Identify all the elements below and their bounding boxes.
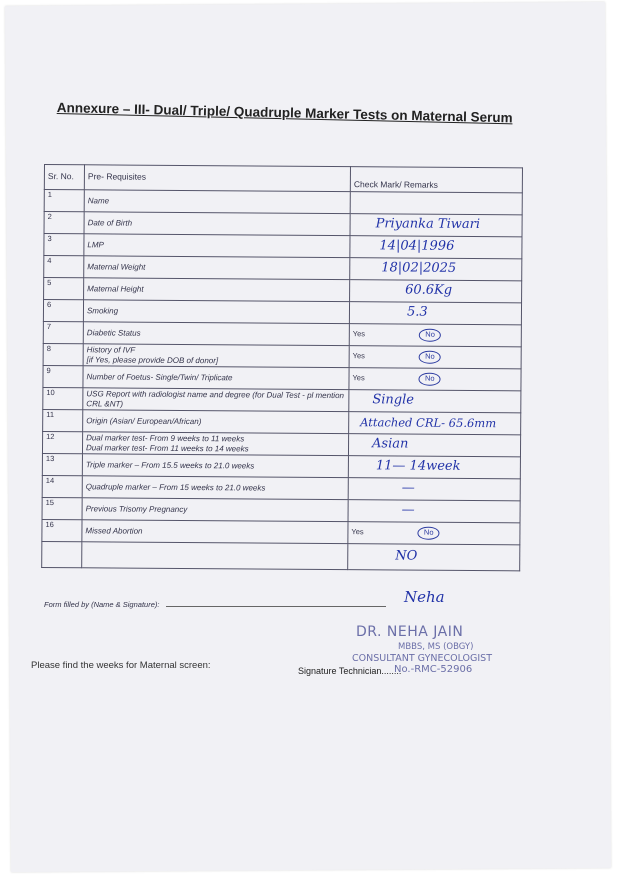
handwritten-height: 5.3: [406, 304, 428, 320]
row-label: USG Report with radiologist name and degree (for Dual Test - pl mention CRL &NT): [83, 388, 349, 412]
form-filled-text: Form filled by (Name & Signature):: [44, 600, 160, 609]
row-label: Previous Trisomy Pregnancy: [82, 498, 348, 522]
header-check-mark: Check Mark/ Remarks: [350, 167, 522, 193]
row-value: [348, 478, 520, 501]
row-value: [350, 192, 522, 215]
row-value: [349, 324, 521, 347]
row-label: Date of Birth: [84, 212, 350, 236]
weeks-label: Please find the weeks for Maternal screen:: [31, 660, 211, 671]
row-value: [348, 522, 520, 545]
row-sr: 13: [42, 453, 82, 475]
row-label-line2: Dual marker test- From 11 weeks to 14 weeks: [85, 442, 249, 453]
stamp-reg: No.-RMC-52906: [394, 664, 473, 675]
header-prerequisites: Pre- Requisites: [84, 165, 350, 192]
row-label: LMP: [84, 234, 350, 258]
table-row: [42, 541, 520, 570]
row-value: [349, 346, 521, 369]
row-value: [349, 390, 521, 413]
yes-option: Yes: [351, 527, 364, 537]
row-sr: 16: [42, 519, 82, 541]
row-label: Quadruple marker – From 15 weeks to 21.0 weeks: [82, 476, 348, 500]
signature-technician-label: Signature Technician........: [298, 666, 402, 676]
header-sr-no: Sr. No.: [44, 165, 84, 190]
row-sr: 15: [42, 497, 82, 519]
document-title: Annexure – III- Dual/ Triple/ Quadruple Marker Tests on Maternal Serum: [56, 100, 513, 126]
row-label: Origin (Asian/ European/African): [83, 410, 349, 434]
row-label: Smoking: [83, 300, 349, 324]
handwritten-no: NO: [395, 548, 418, 564]
row-label-line2: [if Yes, please provide DOB of donor]: [86, 354, 219, 365]
row-sr: 5: [44, 278, 84, 300]
no-circled: No: [419, 373, 441, 386]
row-label: [82, 432, 348, 456]
row-value: [348, 544, 520, 571]
row-sr: 8: [43, 343, 83, 365]
row-value: [350, 280, 522, 303]
handwritten-weight: 60.6Kg: [405, 282, 453, 298]
row-value: [349, 368, 521, 391]
row-sr: 12: [42, 431, 82, 453]
handwritten-usg: Attached CRL- 65.6mm: [360, 415, 497, 431]
row-label: Maternal Weight: [84, 256, 350, 280]
row-sr: 2: [44, 212, 84, 234]
row-label-line1: Dual marker test- From 9 weeks to 11 weeks: [86, 433, 245, 444]
signature-scribble: Neha: [404, 588, 445, 606]
row-sr: 9: [43, 365, 83, 387]
yes-option: Yes: [352, 373, 365, 383]
table-header-row: [44, 165, 522, 193]
no-circled: No: [419, 329, 441, 342]
row-label-line1: History of IVF: [86, 345, 136, 355]
row-label: Missed Abortion: [82, 520, 348, 544]
row-value: [350, 258, 522, 281]
row-sr: 6: [43, 300, 83, 322]
row-value: [348, 456, 520, 479]
row-sr: 1: [44, 190, 84, 212]
yes-option: Yes: [352, 351, 365, 361]
row-label: Triple marker – From 15.5 weeks to 21.0 weeks: [82, 454, 348, 478]
handwritten-dash: —: [401, 502, 415, 518]
row-value: [350, 214, 522, 237]
prerequisites-table: [41, 164, 523, 571]
handwritten-foetus: Single: [372, 392, 415, 408]
row-sr: 7: [43, 321, 83, 343]
no-circled: No: [418, 527, 440, 540]
row-label: Number of Foetus- Single/Twin/ Triplicate: [83, 366, 349, 390]
row-value: [350, 236, 522, 259]
handwritten-dash: —: [401, 480, 415, 496]
handwritten-dob: 14|04|1996: [379, 238, 455, 254]
row-label: [83, 344, 349, 368]
row-label: Diabetic Status: [83, 322, 349, 346]
stamp-title: CONSULTANT GYNECOLOGIST: [352, 653, 493, 664]
handwritten-weeks: 11— 14week: [375, 458, 461, 474]
form-filled-label: [44, 600, 386, 609]
row-sr: 3: [44, 234, 84, 256]
row-sr: [42, 541, 82, 567]
row-sr: 10: [43, 387, 83, 409]
handwritten-origin: Asian: [372, 436, 409, 452]
row-sr: 14: [42, 475, 82, 497]
row-label: Name: [84, 190, 350, 214]
row-value: [349, 412, 521, 435]
row-label: Maternal Height: [84, 278, 350, 302]
row-sr: 11: [43, 409, 83, 431]
yes-option: Yes: [352, 329, 366, 339]
row-sr: 4: [44, 256, 84, 278]
no-circled: No: [419, 351, 441, 364]
stamp-degree: MBBS, MS (OBGY): [398, 642, 474, 652]
handwritten-name: Priyanka Tiwari: [375, 216, 481, 233]
row-value: [348, 434, 520, 457]
stamp-name: DR. NEHA JAIN: [356, 624, 464, 640]
row-value: [349, 302, 521, 325]
row-value: [348, 500, 520, 523]
handwritten-lmp: 18|02|2025: [381, 260, 457, 276]
row-label: [82, 542, 348, 570]
